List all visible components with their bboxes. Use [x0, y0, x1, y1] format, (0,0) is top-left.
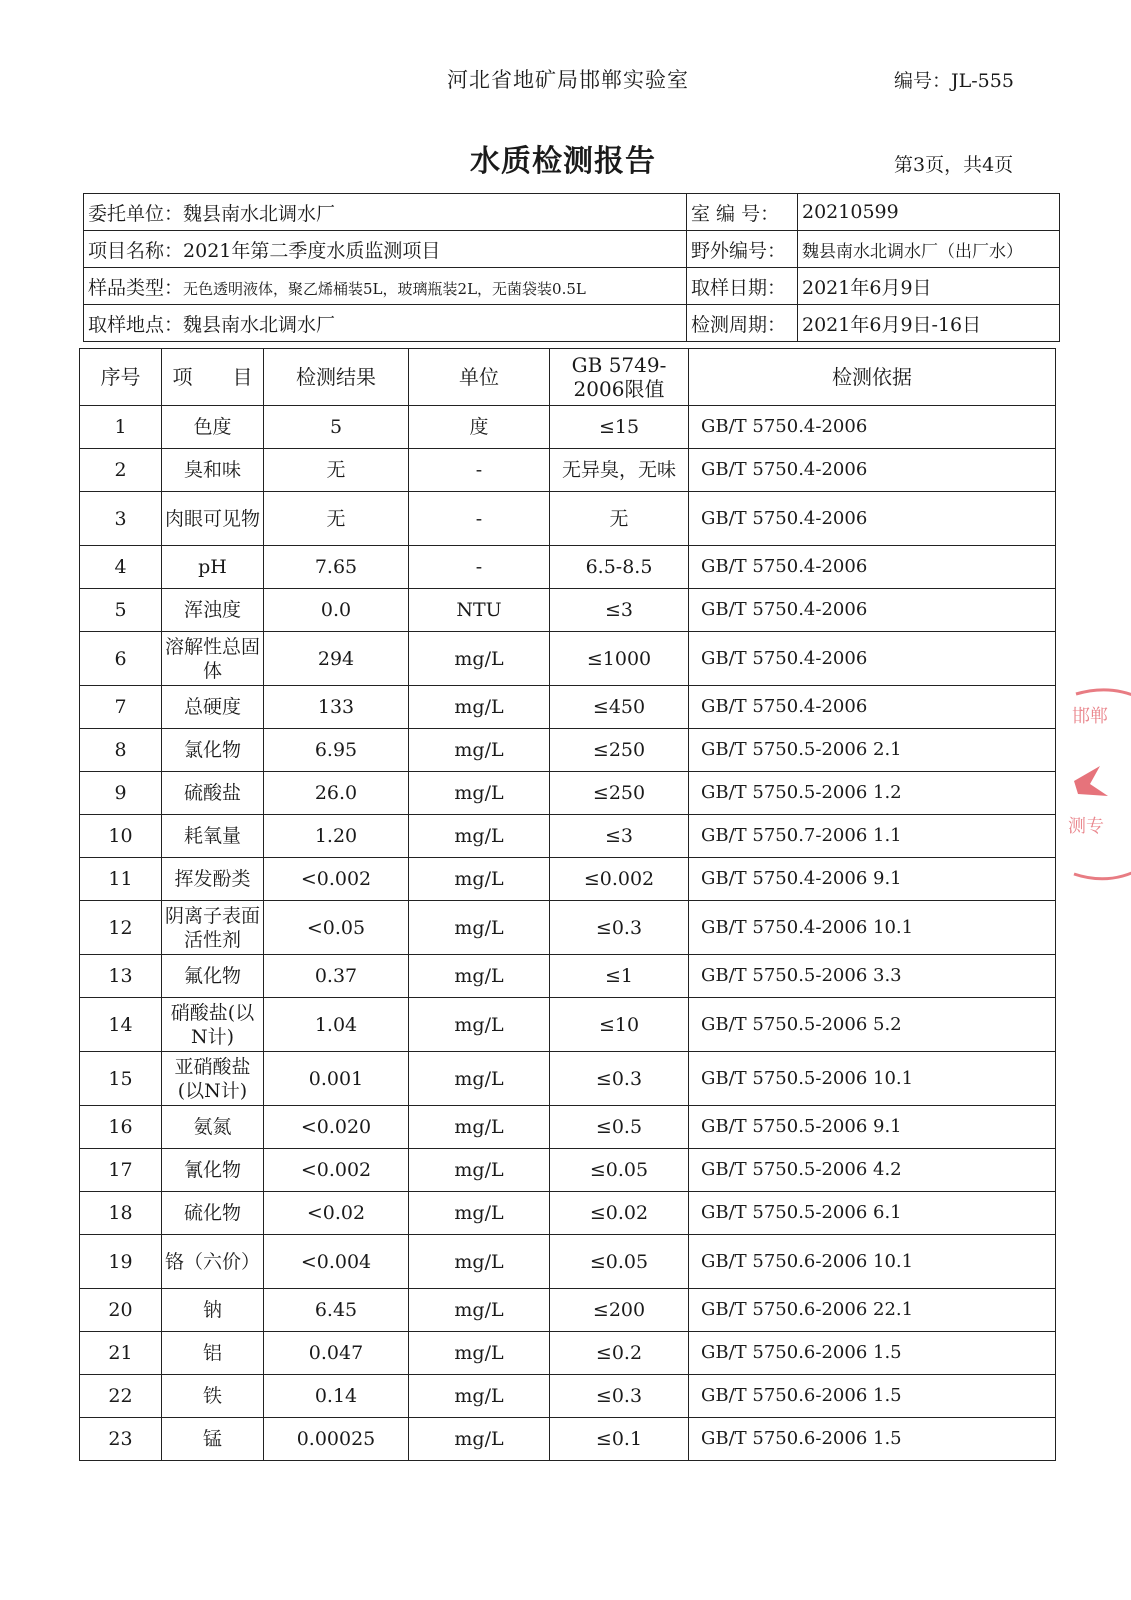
project-cell: [84, 231, 687, 268]
info-row-project: [84, 231, 1060, 268]
cell-result: 6.95: [264, 729, 409, 772]
cell-item: 氟化物: [162, 955, 264, 998]
cell-basis: GB/T 5750.5-2006 6.1: [689, 1192, 1056, 1235]
cell-no: 21: [80, 1332, 162, 1375]
cell-result: <0.004: [264, 1235, 409, 1289]
cell-unit: mg/L: [409, 1235, 550, 1289]
location-label: 取样地点：: [88, 313, 184, 336]
cell-unit: mg/L: [409, 729, 550, 772]
cell-item: 挥发酚类: [162, 858, 264, 901]
cell-basis: GB/T 5750.4-2006 9.1: [689, 858, 1056, 901]
cell-no: 22: [80, 1375, 162, 1418]
table-row: [80, 955, 1056, 998]
location-value: 魏县南水北调水厂: [183, 313, 336, 336]
table-row: [80, 1149, 1056, 1192]
cell-unit: -: [409, 449, 550, 492]
cell-no: 8: [80, 729, 162, 772]
cell-no: 9: [80, 772, 162, 815]
cell-unit: mg/L: [409, 998, 550, 1052]
table-row: [80, 492, 1056, 546]
sample-type-cell: [84, 268, 687, 305]
cell-result: <0.002: [264, 858, 409, 901]
cell-limit: 无: [550, 492, 689, 546]
table-row: [80, 406, 1056, 449]
cell-basis: GB/T 5750.6-2006 1.5: [689, 1418, 1056, 1461]
cell-item: 臭和味: [162, 449, 264, 492]
table-row: [80, 1418, 1056, 1461]
cell-basis: GB/T 5750.6-2006 22.1: [689, 1289, 1056, 1332]
cell-basis: GB/T 5750.4-2006: [689, 686, 1056, 729]
cell-item: 铝: [162, 1332, 264, 1375]
client-value: 魏县南水北调水厂: [183, 202, 336, 225]
cell-unit: mg/L: [409, 901, 550, 955]
cell-limit: ≤15: [550, 406, 689, 449]
info-row-sample-type: [84, 268, 1060, 305]
cell-item: 亚硝酸盐(以N计): [162, 1052, 264, 1106]
cell-basis: GB/T 5750.6-2006 1.5: [689, 1332, 1056, 1375]
cell-item: 溶解性总固体: [162, 632, 264, 686]
cell-unit: mg/L: [409, 1289, 550, 1332]
cell-result: 0.14: [264, 1375, 409, 1418]
cell-result: 无: [264, 449, 409, 492]
cell-basis: GB/T 5750.5-2006 10.1: [689, 1052, 1056, 1106]
table-row: [80, 1052, 1056, 1106]
cell-no: 7: [80, 686, 162, 729]
cell-item: 氰化物: [162, 1149, 264, 1192]
table-row: [80, 815, 1056, 858]
cell-limit: 6.5-8.5: [550, 546, 689, 589]
cell-item: 硝酸盐(以N计): [162, 998, 264, 1052]
sample-type-value: 无色透明液体，聚乙烯桶装5L，玻璃瓶装2L，无菌袋装0.5L: [183, 279, 586, 298]
field-no-label: 野外编号：: [687, 231, 798, 268]
table-row: [80, 729, 1056, 772]
cell-no: 2: [80, 449, 162, 492]
cell-basis: GB/T 5750.5-2006 5.2: [689, 998, 1056, 1052]
cell-basis: GB/T 5750.4-2006: [689, 449, 1056, 492]
cell-unit: NTU: [409, 589, 550, 632]
table-row: [80, 686, 1056, 729]
client-label: 委托单位：: [88, 202, 184, 225]
report-title: 水质检测报告: [470, 144, 656, 179]
cell-limit: ≤450: [550, 686, 689, 729]
room-no-label: 室 编 号：: [687, 194, 798, 231]
cell-no: 11: [80, 858, 162, 901]
cell-limit: ≤0.002: [550, 858, 689, 901]
cell-item: 钠: [162, 1289, 264, 1332]
cell-unit: -: [409, 492, 550, 546]
cell-result: 26.0: [264, 772, 409, 815]
cell-result: 7.65: [264, 546, 409, 589]
cell-basis: GB/T 5750.4-2006: [689, 492, 1056, 546]
cell-limit: ≤1000: [550, 632, 689, 686]
cell-unit: mg/L: [409, 1149, 550, 1192]
cell-item: 浑浊度: [162, 589, 264, 632]
cell-basis: GB/T 5750.4-2006: [689, 406, 1056, 449]
info-row-client: [84, 194, 1060, 231]
cell-limit: ≤0.3: [550, 1375, 689, 1418]
cell-item: 耗氧量: [162, 815, 264, 858]
cell-item: 氯化物: [162, 729, 264, 772]
cell-basis: GB/T 5750.5-2006 9.1: [689, 1106, 1056, 1149]
col-header-limit: GB 5749-2006限值: [550, 349, 689, 406]
cell-item: 肉眼可见物: [162, 492, 264, 546]
project-value: 2021年第二季度水质监测项目: [183, 239, 441, 262]
col-header-result: 检测结果: [264, 349, 409, 406]
client-cell: [84, 194, 687, 231]
cell-unit: mg/L: [409, 1375, 550, 1418]
cell-basis: GB/T 5750.5-2006 2.1: [689, 729, 1056, 772]
cell-result: 无: [264, 492, 409, 546]
cell-no: 14: [80, 998, 162, 1052]
table-row: [80, 1289, 1056, 1332]
cell-unit: mg/L: [409, 1332, 550, 1375]
cell-limit: ≤3: [550, 815, 689, 858]
table-header-row: [80, 349, 1056, 406]
cell-item: 锰: [162, 1418, 264, 1461]
cell-basis: GB/T 5750.4-2006 10.1: [689, 901, 1056, 955]
cell-limit: ≤0.3: [550, 1052, 689, 1106]
cell-basis: GB/T 5750.5-2006 3.3: [689, 955, 1056, 998]
cell-no: 13: [80, 955, 162, 998]
field-no-value: 魏县南水北调水厂（出厂水）: [798, 231, 1060, 268]
seal-text-top: 邯郸: [1072, 706, 1108, 727]
col-header-unit: 单位: [409, 349, 550, 406]
page-info: 第3页，共4页: [894, 154, 1014, 176]
cell-no: 19: [80, 1235, 162, 1289]
table-row: [80, 772, 1056, 815]
cell-basis: GB/T 5750.4-2006: [689, 632, 1056, 686]
cell-limit: ≤1: [550, 955, 689, 998]
location-cell: [84, 305, 687, 342]
cell-result: 1.04: [264, 998, 409, 1052]
cell-result: 0.37: [264, 955, 409, 998]
period-label: 检测周期：: [687, 305, 798, 342]
project-label: 项目名称：: [88, 239, 184, 262]
cell-limit: ≤0.2: [550, 1332, 689, 1375]
table-row: [80, 632, 1056, 686]
cell-limit: 无异臭，无味: [550, 449, 689, 492]
cell-result: 0.00025: [264, 1418, 409, 1461]
cell-basis: GB/T 5750.5-2006 1.2: [689, 772, 1056, 815]
cell-limit: ≤0.02: [550, 1192, 689, 1235]
cell-no: 1: [80, 406, 162, 449]
cell-item: 阴离子表面活性剂: [162, 901, 264, 955]
sample-type-label: 样品类型：: [88, 276, 184, 299]
table-row: [80, 858, 1056, 901]
cell-no: 10: [80, 815, 162, 858]
table-row: [80, 546, 1056, 589]
cell-basis: GB/T 5750.7-2006 1.1: [689, 815, 1056, 858]
table-row: [80, 1192, 1056, 1235]
col-header-basis: 检测依据: [689, 349, 1056, 406]
col-header-no: 序号: [80, 349, 162, 406]
cell-unit: mg/L: [409, 1418, 550, 1461]
sampling-date-label: 取样日期：: [687, 268, 798, 305]
cell-result: <0.020: [264, 1106, 409, 1149]
cell-item: 氨氮: [162, 1106, 264, 1149]
cell-no: 20: [80, 1289, 162, 1332]
room-no-value: 20210599: [798, 194, 1060, 231]
cell-result: 0.001: [264, 1052, 409, 1106]
cell-limit: ≤0.1: [550, 1418, 689, 1461]
cell-unit: mg/L: [409, 686, 550, 729]
cell-item: pH: [162, 546, 264, 589]
info-table: [83, 193, 1060, 342]
cell-result: <0.002: [264, 1149, 409, 1192]
cell-result: 133: [264, 686, 409, 729]
cell-item: 色度: [162, 406, 264, 449]
cell-no: 17: [80, 1149, 162, 1192]
cell-unit: mg/L: [409, 858, 550, 901]
cell-unit: 度: [409, 406, 550, 449]
cell-result: 0.0: [264, 589, 409, 632]
table-row: [80, 449, 1056, 492]
cell-item: 总硬度: [162, 686, 264, 729]
col-header-item: 项 目: [162, 349, 264, 406]
cell-limit: ≤3: [550, 589, 689, 632]
table-row: [80, 1375, 1056, 1418]
cell-unit: -: [409, 546, 550, 589]
cell-item: 硫化物: [162, 1192, 264, 1235]
cell-no: 15: [80, 1052, 162, 1106]
cell-unit: mg/L: [409, 1052, 550, 1106]
lab-name: 河北省地矿局邯郸实验室: [447, 68, 689, 92]
cell-no: 6: [80, 632, 162, 686]
cell-limit: ≤250: [550, 772, 689, 815]
sampling-date-value: 2021年6月9日: [798, 268, 1060, 305]
cell-limit: ≤0.3: [550, 901, 689, 955]
cell-result: 0.047: [264, 1332, 409, 1375]
cell-no: 4: [80, 546, 162, 589]
cell-limit: ≤0.5: [550, 1106, 689, 1149]
cell-limit: ≤10: [550, 998, 689, 1052]
cell-basis: GB/T 5750.4-2006: [689, 589, 1056, 632]
cell-unit: mg/L: [409, 1106, 550, 1149]
cell-no: 16: [80, 1106, 162, 1149]
cell-unit: mg/L: [409, 955, 550, 998]
cell-basis: GB/T 5750.6-2006 1.5: [689, 1375, 1056, 1418]
cell-limit: ≤250: [550, 729, 689, 772]
table-row: [80, 1106, 1056, 1149]
cell-result: <0.05: [264, 901, 409, 955]
cell-limit: ≤0.05: [550, 1149, 689, 1192]
cell-item: 硫酸盐: [162, 772, 264, 815]
cell-no: 12: [80, 901, 162, 955]
table-row: [80, 1332, 1056, 1375]
cell-no: 5: [80, 589, 162, 632]
cell-item: 铬（六价）: [162, 1235, 264, 1289]
table-row: [80, 901, 1056, 955]
info-row-location: [84, 305, 1060, 342]
cell-no: 3: [80, 492, 162, 546]
cell-result: 5: [264, 406, 409, 449]
cell-unit: mg/L: [409, 1192, 550, 1235]
cell-basis: GB/T 5750.4-2006: [689, 546, 1056, 589]
cell-result: 1.20: [264, 815, 409, 858]
cell-basis: GB/T 5750.5-2006 4.2: [689, 1149, 1056, 1192]
results-body: [80, 406, 1056, 1461]
table-row: [80, 589, 1056, 632]
cell-unit: mg/L: [409, 815, 550, 858]
period-value: 2021年6月9日-16日: [798, 305, 1060, 342]
seal-text-bottom: 测专: [1068, 816, 1104, 837]
table-row: [80, 998, 1056, 1052]
cell-no: 18: [80, 1192, 162, 1235]
cell-item: 铁: [162, 1375, 264, 1418]
cell-result: <0.02: [264, 1192, 409, 1235]
cell-result: 294: [264, 632, 409, 686]
cell-unit: mg/L: [409, 632, 550, 686]
cell-result: 6.45: [264, 1289, 409, 1332]
cell-unit: mg/L: [409, 772, 550, 815]
cell-limit: ≤0.05: [550, 1235, 689, 1289]
document-code: 编号：JL-555: [894, 70, 1014, 92]
cell-basis: GB/T 5750.6-2006 10.1: [689, 1235, 1056, 1289]
cell-no: 23: [80, 1418, 162, 1461]
table-row: [80, 1235, 1056, 1289]
results-table: [79, 348, 1056, 1461]
cell-limit: ≤200: [550, 1289, 689, 1332]
